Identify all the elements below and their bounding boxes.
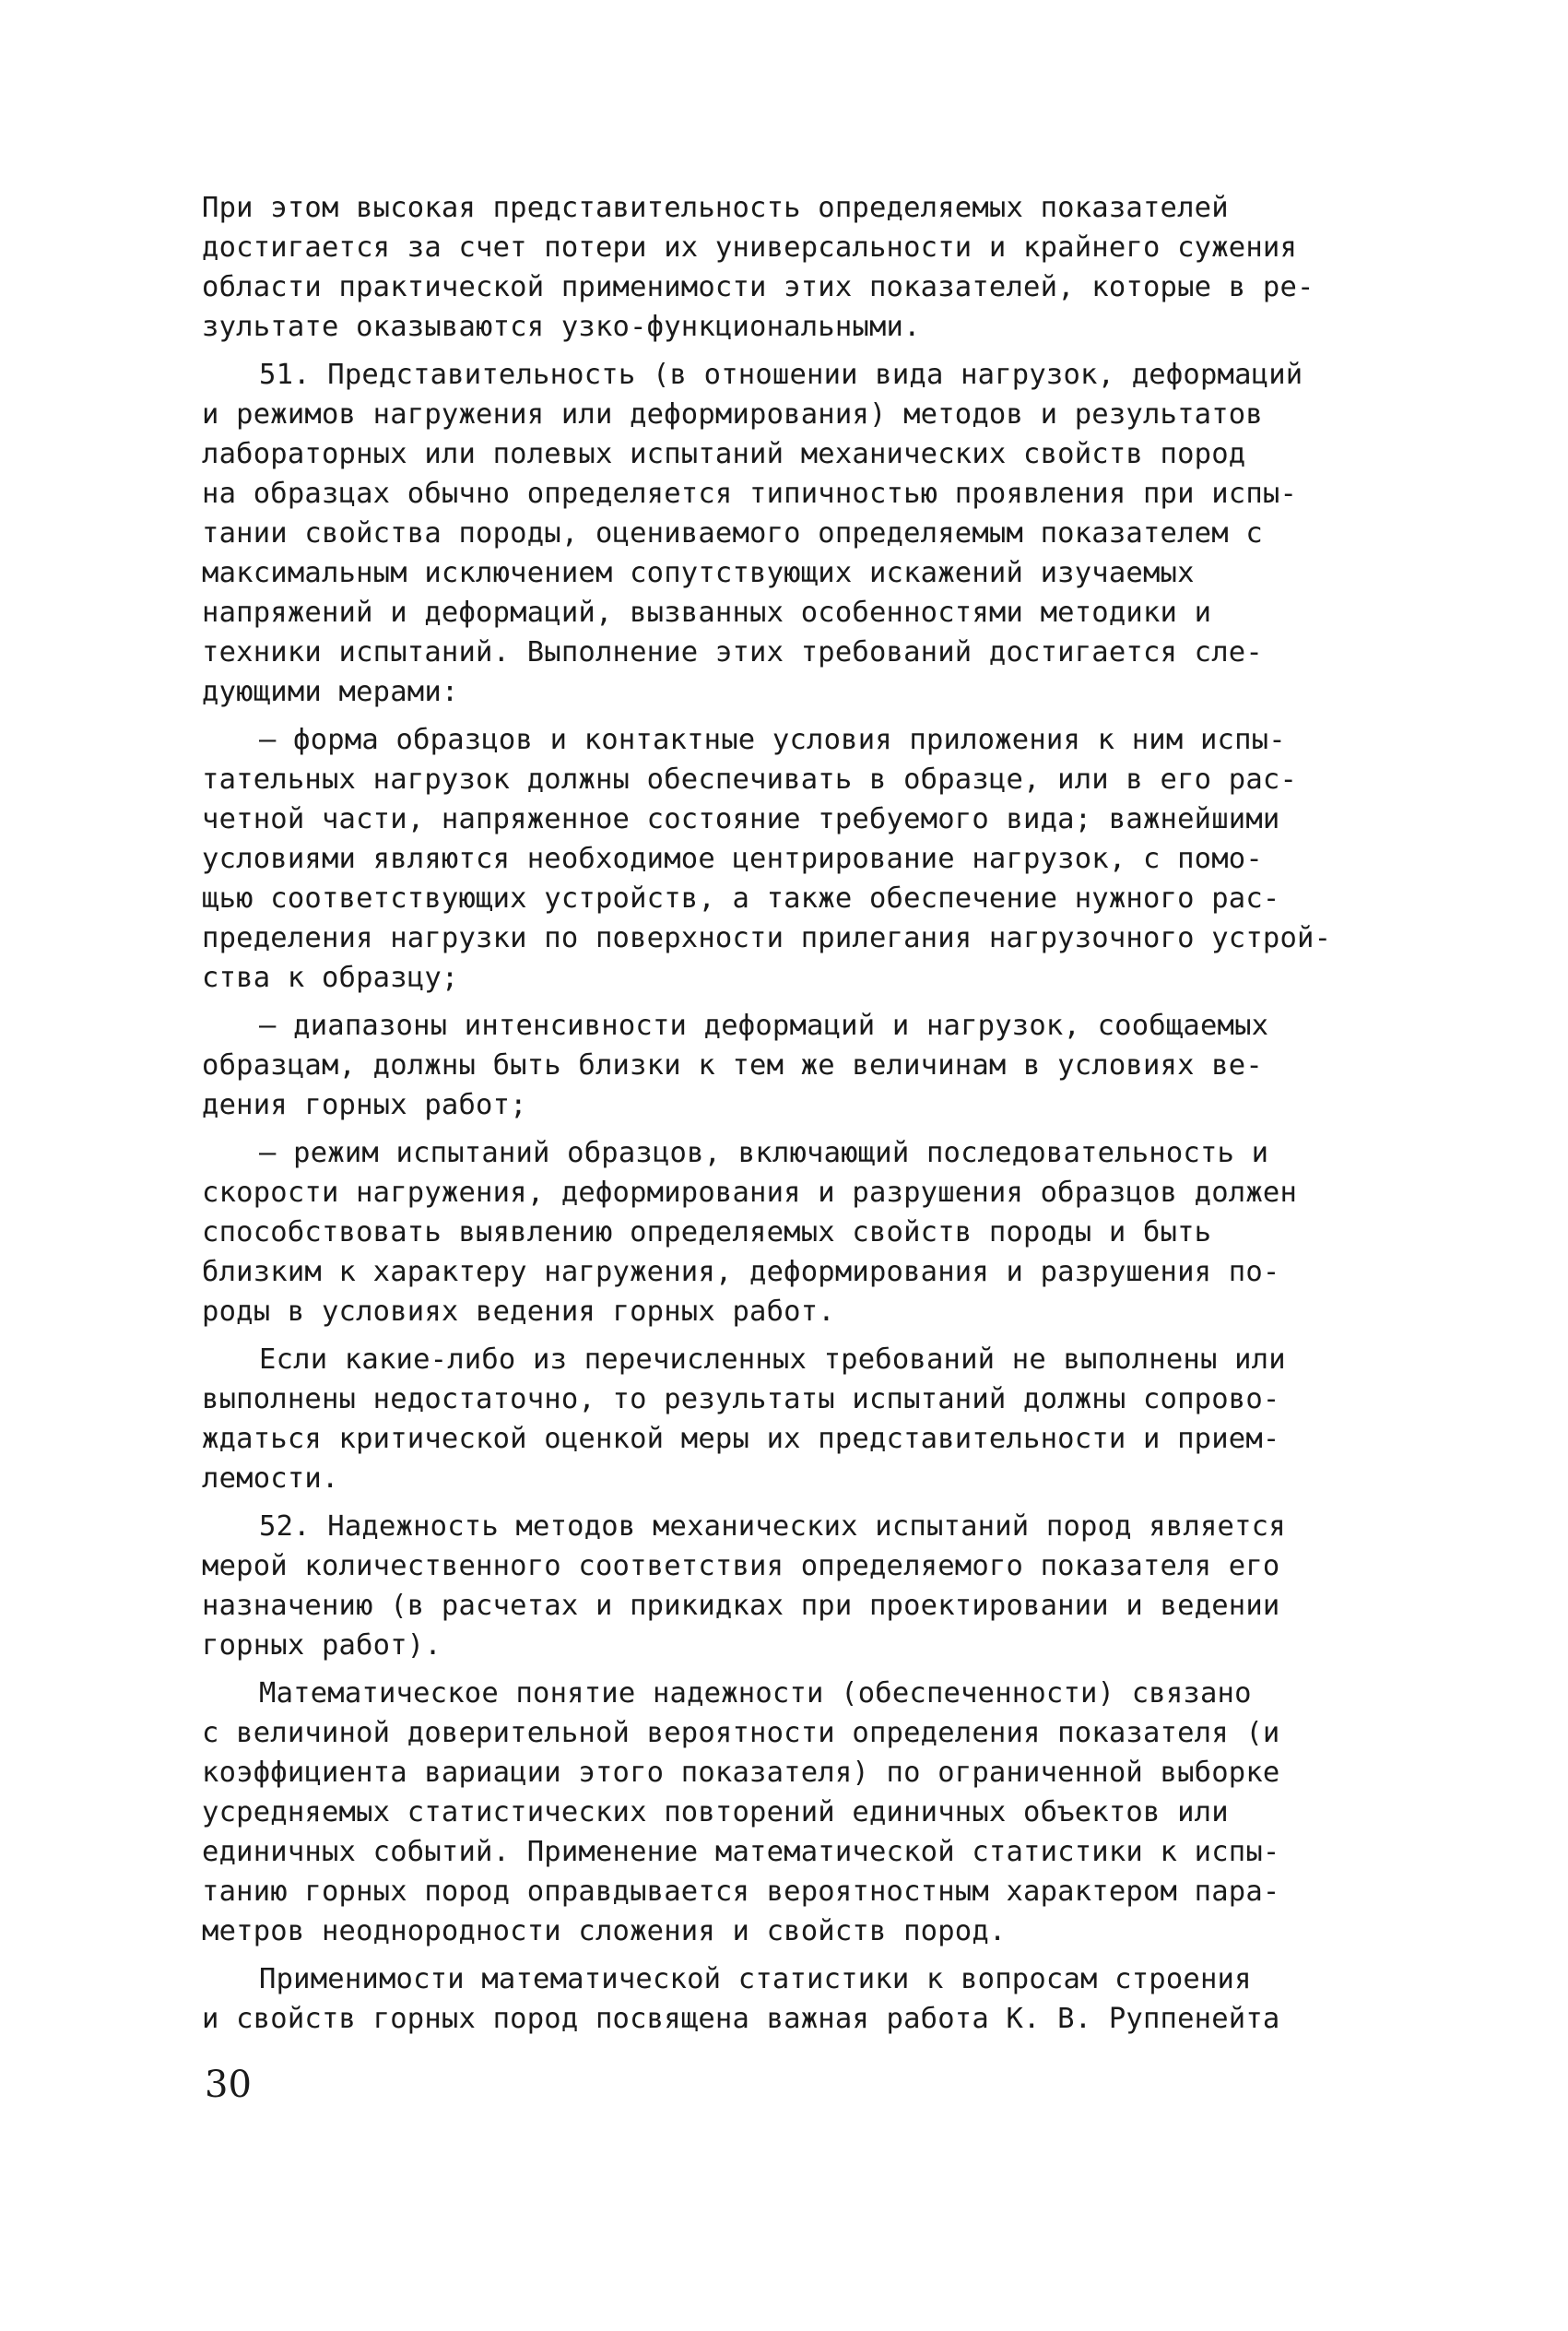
text-line: области практической применимости этих показателей, которые в ре- (202, 271, 1315, 303)
text-line: с величиной доверительной вероятности определения показателя (и (202, 1717, 1280, 1749)
paragraph-section-51 (202, 355, 1417, 712)
paragraph-non-compliance (202, 1340, 1417, 1498)
text-line: образцам, должны быть близки к тем же величинам в условиях ве- (202, 1049, 1263, 1082)
text-line: пределения нагрузки по поверхности прилегания нагрузочного устрой- (202, 922, 1332, 954)
paragraph-measure-1 (202, 720, 1417, 998)
text-line: горных работ). (202, 1629, 442, 1662)
text-line: четной части, напряженное состояние требуемого вида; важнейшими (202, 803, 1280, 835)
text-line: ждаться критической оценкой меры их представительности и прием- (202, 1423, 1280, 1455)
text-line: ства к образцу; (202, 962, 459, 994)
paragraph-math-reliability (202, 1674, 1417, 1951)
paragraph-intro-continuation (202, 188, 1417, 347)
text-line: При этом высокая представительность определяемых показателей (202, 192, 1229, 224)
text-line: роды в условиях ведения горных работ. (202, 1296, 835, 1328)
text-line: Если какие-либо из перечисленных требований не выполнены или (259, 1343, 1286, 1376)
text-line: мерой количественного соответствия определяемого показателя его (202, 1550, 1280, 1582)
paragraph-measure-3 (202, 1133, 1417, 1331)
text-line: дующими мерами: (202, 676, 459, 708)
text-line: лабораторных или полевых испытаний механических свойств пород (202, 438, 1246, 470)
text-line: – режим испытаний образцов, включающий последовательность и (259, 1137, 1269, 1169)
text-line: 51. Представительность (в отношении вида нагрузок, деформаций (259, 359, 1303, 391)
text-line: 52. Надежность методов механических испытаний пород является (259, 1510, 1286, 1543)
text-line: метров неоднородности сложения и свойств пород. (202, 1915, 1007, 1947)
paragraph-ruppeneit (202, 1959, 1417, 2039)
text-line: и свойств горных пород посвящена важная работа К. В. Руппенейта (202, 2003, 1280, 2035)
text-line: условиями являются необходимое центрирование нагрузок, с помо- (202, 843, 1263, 875)
text-line: – диапазоны интенсивности деформаций и нагрузок, сообщаемых (259, 1010, 1269, 1042)
text-line: Математическое понятие надежности (обеспеченности) связано (259, 1677, 1252, 1710)
text-line: зультате оказываются узко-функциональными. (202, 311, 921, 343)
text-line: усредняемых статистических повторений единичных объектов или (202, 1796, 1229, 1828)
text-line: тании свойства породы, оцениваемого определяемым показателем с (202, 517, 1263, 550)
text-line: на образцах обычно определяется типичностью проявления при испы- (202, 478, 1298, 510)
paragraph-measure-2 (202, 1006, 1417, 1125)
text-line: достигается за счет потери их универсальности и крайнего сужения (202, 231, 1298, 264)
text-line: танию горных пород оправдывается вероятностным характером пара- (202, 1875, 1280, 1908)
page-number: 30 (205, 2064, 252, 2106)
body-text (202, 188, 1417, 2047)
text-line: и режимов нагружения или деформирования) методов и результатов (202, 398, 1263, 431)
text-line: скорости нагружения, деформирования и разрушения образцов должен (202, 1177, 1298, 1209)
text-line: дения горных работ; (202, 1089, 527, 1121)
paragraph-section-52 (202, 1507, 1417, 1665)
text-line: лемости. (202, 1462, 339, 1495)
text-line: напряжений и деформаций, вызванных особенностями методики и (202, 597, 1212, 629)
text-line: щью соответствующих устройств, а также обеспечение нужного рас- (202, 882, 1280, 915)
text-line: максимальным исключением сопутствующих искажений изучаемых (202, 557, 1195, 589)
text-line: коэффициента вариации этого показателя) по ограниченной выборке (202, 1757, 1280, 1789)
text-line: – форма образцов и контактные условия приложения к ним испы- (259, 724, 1286, 756)
text-line: тательных нагрузок должны обеспечивать в образце, или в его рас- (202, 763, 1298, 796)
text-line: Применимости математической статистики к вопросам строения (259, 1963, 1252, 1995)
text-line: назначению (в расчетах и прикидках при проектировании и ведении (202, 1590, 1280, 1622)
text-line: близким к характеру нагружения, деформирования и разрушения по- (202, 1256, 1280, 1288)
text-line: выполнены недостаточно, то результаты испытаний должны сопрово- (202, 1383, 1280, 1415)
text-line: техники испытаний. Выполнение этих требований достигается сле- (202, 636, 1263, 669)
text-line: способствовать выявлению определяемых свойств породы и быть (202, 1216, 1212, 1248)
text-line: единичных событий. Применение математической статистики к испы- (202, 1836, 1280, 1868)
